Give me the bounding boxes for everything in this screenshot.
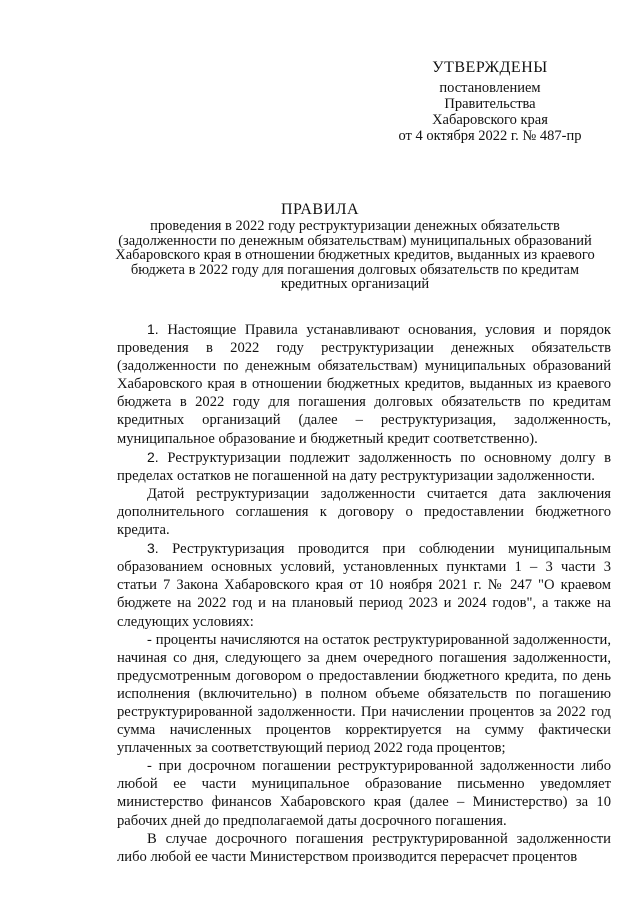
paragraph <box>117 830 611 866</box>
paragraph <box>117 539 611 630</box>
paragraph <box>117 448 611 485</box>
approval-line: Правительства <box>444 96 536 112</box>
paragraph-text: - при досрочном погашении реструктурированной задолженности либо любой ее части муниципальное образование письменно уведомляет министерство финансов Хабаровского края (далее – Министерство) за 10 рабочих дней до предполагаемой даты досрочного погашения. <box>117 758 611 829</box>
paragraph-text: Настоящие Правила устанавливают основания, условия и порядок проведения в 2022 году реструктуризации денежных обязательств (задолженности по денежным обязательствам) муниципальных образований Хабаровского края в отношении бюджетных кредитов, выданных из краевого бюджета в 2022 году для погашения долговых обязательств по кредитам кредитных организаций (далее – реструктуризация, задолженность, муниципальное образование и бюджетный кредит соответственно). <box>117 322 611 447</box>
paragraph <box>117 757 611 829</box>
paragraph <box>117 485 611 539</box>
paragraph-number: 1. <box>147 321 159 337</box>
document-subtitle: проведения в 2022 году реструктуризации денежных обязательств (задолженности по денежным обязательствам) муниципальных образований Хабаровского края в отношении бюджетных кредитов, выданных из краевого бюджета в 2022 году для погашения долговых обязательств по кредитам кредитных организаций <box>115 218 595 292</box>
approval-heading: УТВЕРЖДЕНЫ <box>432 59 548 76</box>
approval-line: постановлением <box>439 80 541 96</box>
paragraph-number: 3. <box>147 540 159 557</box>
approval-line: Хабаровского края <box>432 112 548 128</box>
document-title: ПРАВИЛА <box>280 201 360 218</box>
paragraph-number: 2. <box>147 448 159 465</box>
paragraph-text: В случае досрочного погашения реструктурированной задолженности либо любой ее части Министерством производится перерасчет процентов <box>117 830 611 865</box>
paragraph-text: - проценты начисляются на остаток реструктурированной задолженности, начиная со дня, следующего за днем очередного погашения задолженности, предусмотренным договором о предоставлении бюджетного кредита, по день исполнения (включительно) в полном объеме обязательств по погашению реструктурированной задолженности. При начислении процентов за 2022 год сумма начисленных процентов корректируется на сумму фактически уплаченных за соответствующий период 2022 года процентов; <box>117 631 611 757</box>
paragraph <box>117 631 611 758</box>
document-body <box>117 320 611 866</box>
approval-date: от 4 октября 2022 г. № 487-пр <box>398 128 582 144</box>
paragraph <box>117 320 611 448</box>
approval-stamp <box>380 60 600 144</box>
paragraph-text: Реструктуризация проводится при соблюдении муниципальным образованием основных условий, установленных пунктами 1 – 3 части 3 статьи 7 Закона Хабаровского края от 10 ноября 2021 г. № 247 "О краевом бюджете на 2022 год и на плановый период 2023 и 2024 годов", а также на следующих условиях: <box>117 541 611 630</box>
paragraph-text: Датой реструктуризации задолженности считается дата заключения дополнительного соглашения к договору о предоставлении бюджетного кредита. <box>117 485 611 539</box>
paragraph-text: Реструктуризации подлежит задолженность по основному долгу в пределах остатков не погашенной на дату реструктуризации задолженности. <box>117 449 611 484</box>
